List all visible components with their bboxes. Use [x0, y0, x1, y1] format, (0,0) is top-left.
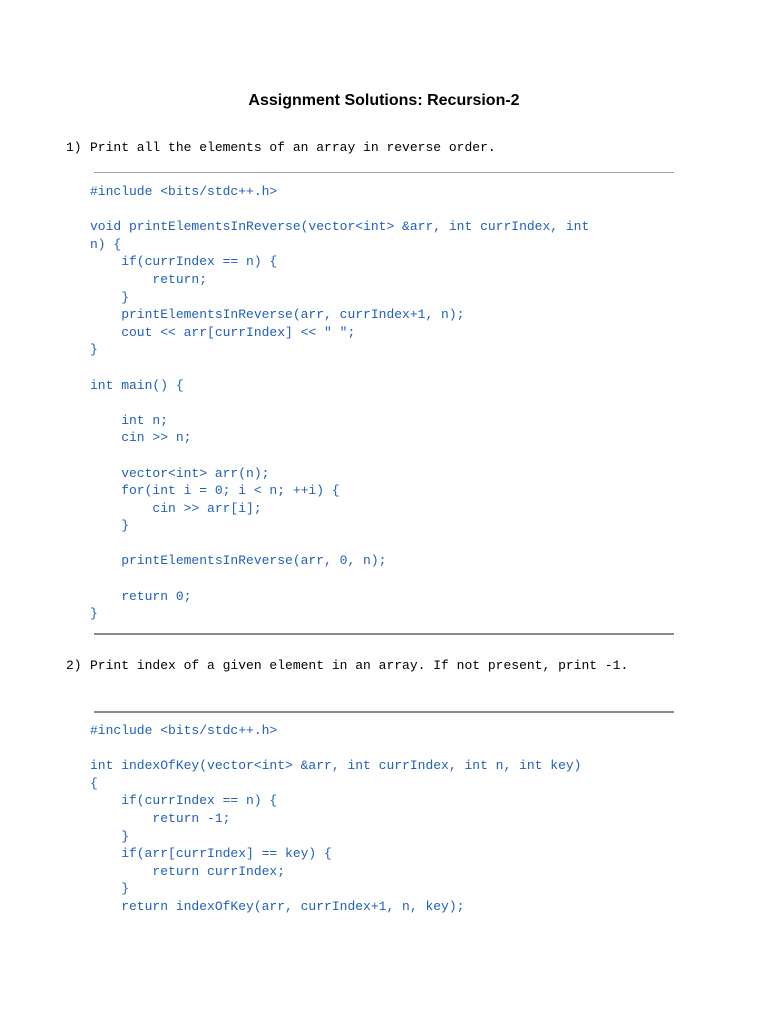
code-line: int main() {: [90, 377, 184, 393]
divider-top-2: [94, 711, 674, 713]
code-line: int indexOfKey(vector<int> &arr, int currIndex, int n, int key): [90, 758, 582, 774]
divider-top-1: [94, 172, 674, 173]
code-line: int n;: [90, 412, 169, 428]
code-block-2: [90, 722, 690, 916]
code-line: [90, 570, 690, 588]
question-2: [66, 655, 677, 676]
code-line: [90, 447, 690, 465]
question-text: Print all the elements of an array in reverse order.: [90, 140, 496, 155]
code-line: }: [90, 881, 130, 897]
code-line: [90, 535, 690, 553]
code-line: vector<int> arr(n);: [90, 465, 270, 481]
code-line: return -1;: [90, 810, 231, 826]
code-line: if(currIndex == n) {: [90, 793, 278, 809]
code-line: }: [90, 518, 130, 534]
question-text: Print index of a given element in an array. If not present, print -1.: [90, 658, 629, 673]
code-line: #include <bits/stdc++.h>: [90, 184, 278, 199]
code-line: [90, 394, 690, 412]
code-line: [90, 740, 690, 758]
code-line: }: [90, 342, 98, 358]
document-title: Assignment Solutions: Recursion-2: [248, 92, 520, 109]
question-1: [66, 137, 677, 158]
code-line: for(int i = 0; i < n; ++i) {: [90, 483, 340, 499]
code-line: printElementsInReverse(arr, currIndex+1, n);: [90, 307, 465, 323]
code-line: }: [90, 289, 130, 305]
code-line: cin >> arr[i];: [90, 500, 262, 516]
code-block-1: [90, 183, 690, 623]
code-line: return;: [90, 271, 208, 287]
code-line: printElementsInReverse(arr, 0, n);: [90, 553, 387, 569]
divider-bottom-1: [94, 633, 674, 635]
code-line: #include <bits/stdc++.h>: [90, 723, 278, 738]
question-number: 2): [66, 658, 82, 673]
code-line: [90, 359, 690, 377]
question-number: 1): [66, 140, 82, 155]
code-line: n) {: [90, 236, 122, 252]
code-line: if(currIndex == n) {: [90, 254, 278, 270]
code-line: if(arr[currIndex] == key) {: [90, 846, 332, 862]
code-line: [90, 201, 690, 219]
code-line: cin >> n;: [90, 430, 192, 446]
code-line: cout << arr[currIndex] << " ";: [90, 324, 356, 340]
code-line: return 0;: [90, 588, 192, 604]
code-line: }: [90, 828, 130, 844]
code-line: return indexOfKey(arr, currIndex+1, n, key);: [90, 898, 465, 914]
code-line: void printElementsInReverse(vector<int> &arr, int currIndex, int: [90, 219, 590, 235]
code-line: {: [90, 775, 98, 791]
code-line: }: [90, 606, 98, 622]
code-line: return currIndex;: [90, 863, 286, 879]
